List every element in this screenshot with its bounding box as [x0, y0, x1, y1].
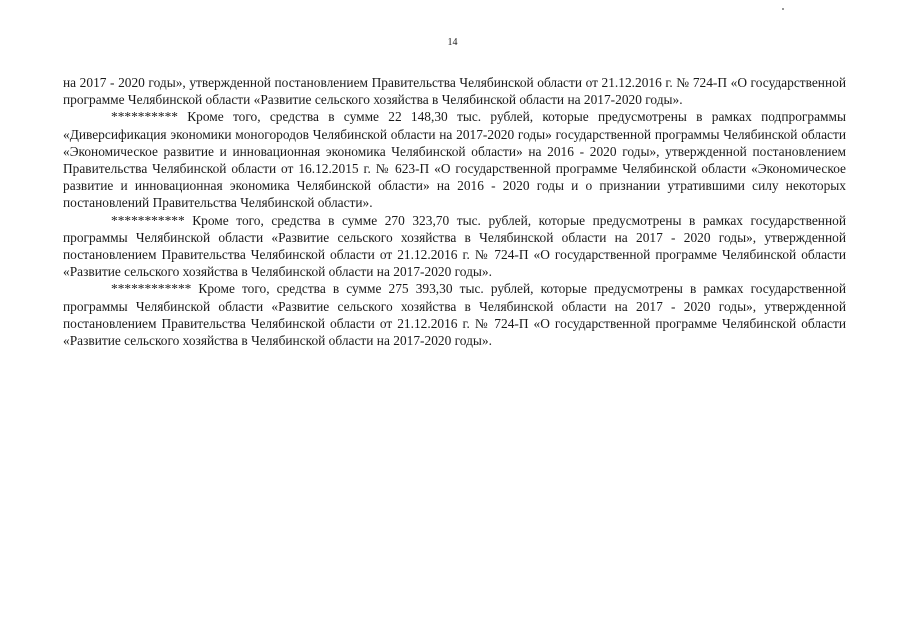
document-body	[63, 74, 846, 349]
page-number: 14	[447, 37, 458, 48]
footnote-10-stars	[63, 108, 846, 211]
paragraph-text: на 2017 - 2020 годы», утвержденной постановлением Правительства Челябинской области от 21.12.2016 г. № 724-П «О государственной программе Челябинской области «Развитие сельского хозяйства в Челябинской области на 2017-2020 годы».	[63, 75, 846, 108]
scan-speck	[782, 8, 784, 10]
footnote-12-stars	[63, 280, 846, 349]
paragraph-continuation	[63, 74, 846, 108]
paragraph-text: ********** Кроме того, средства в сумме 22 148,30 тыс. рублей, которые предусмотрены в рамках подпрограммы «Диверсификация экономики моногородов Челябинской области на 2017-2020 годы» государственной программы Челябинской области «Экономическое развитие и инновационная экономика Челябинской области» на 2016 - 2020 годы», утвержденной постановлением Правительства Челябинской области от 16.12.2015 г. № 623-П «О государственной программе Челябинской области «Экономическое развитие и инновационная экономика Челябинской области» на 2016 - 2020 годы и о признании утратившими силу некоторых постановлений Правительства Челябинской области».	[63, 109, 846, 211]
paragraph-text: ************ Кроме того, средства в сумме 275 393,30 тыс. рублей, которые предусмотрены в рамках государственной программы Челябинской области «Развитие сельского хозяйства в Челябинской области на 2017 - 2020 годы», утвержденной постановлением Правительства Челябинской области от 21.12.2016 г. № 724-П «О государственной программе Челябинской области «Развитие сельского хозяйства в Челябинской области на 2017-2020 годы».	[63, 281, 846, 349]
footnote-11-stars	[63, 212, 846, 281]
paragraph-text: *********** Кроме того, средства в сумме 270 323,70 тыс. рублей, которые предусмотрены в рамках государственной программы Челябинской области «Развитие сельского хозяйства в Челябинской области на 2017 - 2020 годы», утвержденной постановлением Правительства Челябинской области от 21.12.2016 г. № 724-П «О государственной программе Челябинской области «Развитие сельского хозяйства в Челябинской области на 2017-2020 годы».	[63, 212, 846, 280]
